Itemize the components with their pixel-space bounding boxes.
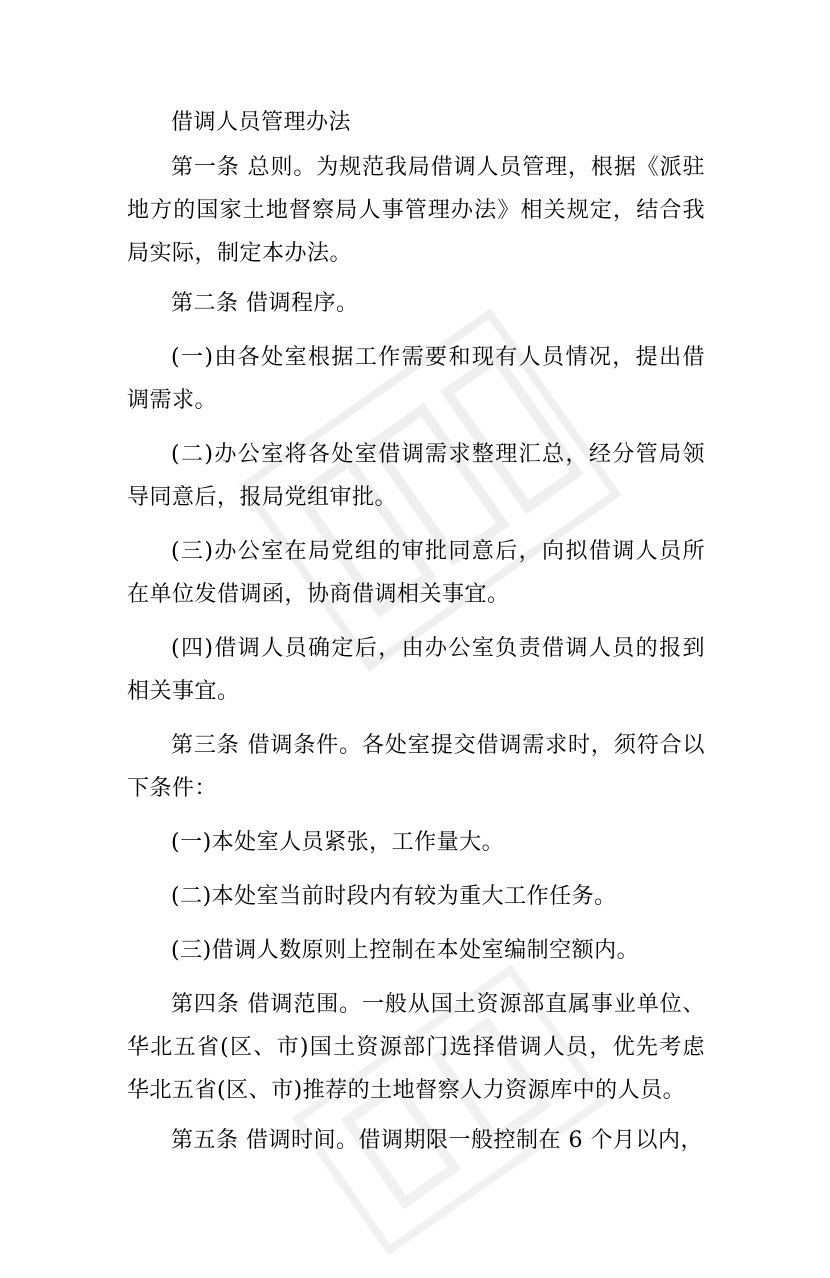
article-3-item-2: (二)本处室当前时段内有较为重大工作任务。 bbox=[171, 884, 617, 909]
article-2-item-3: (三)办公室在局党组的审批同意后，向拟借调人员所在单位发借调函，协商借调相关事宜。 bbox=[127, 539, 705, 607]
article-4: 第四条 借调范围。一般从国土资源部直属事业单位、华北五省(区、市)国土资源部门选择借调人员，优先考虑华北五省(区、市)推荐的土地督察人力资源库中的人员。 bbox=[127, 992, 705, 1103]
article-3-item-3: (三)借调人数原则上控制在本处室编制空额内。 bbox=[171, 938, 640, 963]
article-3: 第三条 借调条件。各处室提交借调需求时，须符合以下条件： bbox=[127, 733, 705, 801]
article-1: 第一条 总则。为规范我局借调人员管理，根据《派驻地方的国家土地督察局人事管理办法》相关规定，结合我局实际，制定本办法。 bbox=[127, 155, 705, 266]
document-body bbox=[127, 101, 705, 1162]
document-title: 借调人员管理办法 bbox=[171, 110, 352, 135]
article-2-item-4: (四)借调人员确定后，由办公室负责借调人员的报到相关事宜。 bbox=[127, 636, 705, 704]
article-2-item-2: (二)办公室将各处室借调需求整理汇总，经分管局领导同意后，报局党组审批。 bbox=[127, 442, 705, 510]
article-5: 第五条 借调时间。借调期限一般控制在 6 个月以内， bbox=[171, 1128, 703, 1153]
article-2-heading: 第二条 借调程序。 bbox=[171, 291, 359, 316]
article-2-item-1: (一)由各处室根据工作需要和现有人员情况，提出借调需求。 bbox=[127, 345, 705, 413]
article-3-item-1: (一)本处室人员紧张，工作量大。 bbox=[171, 830, 505, 855]
